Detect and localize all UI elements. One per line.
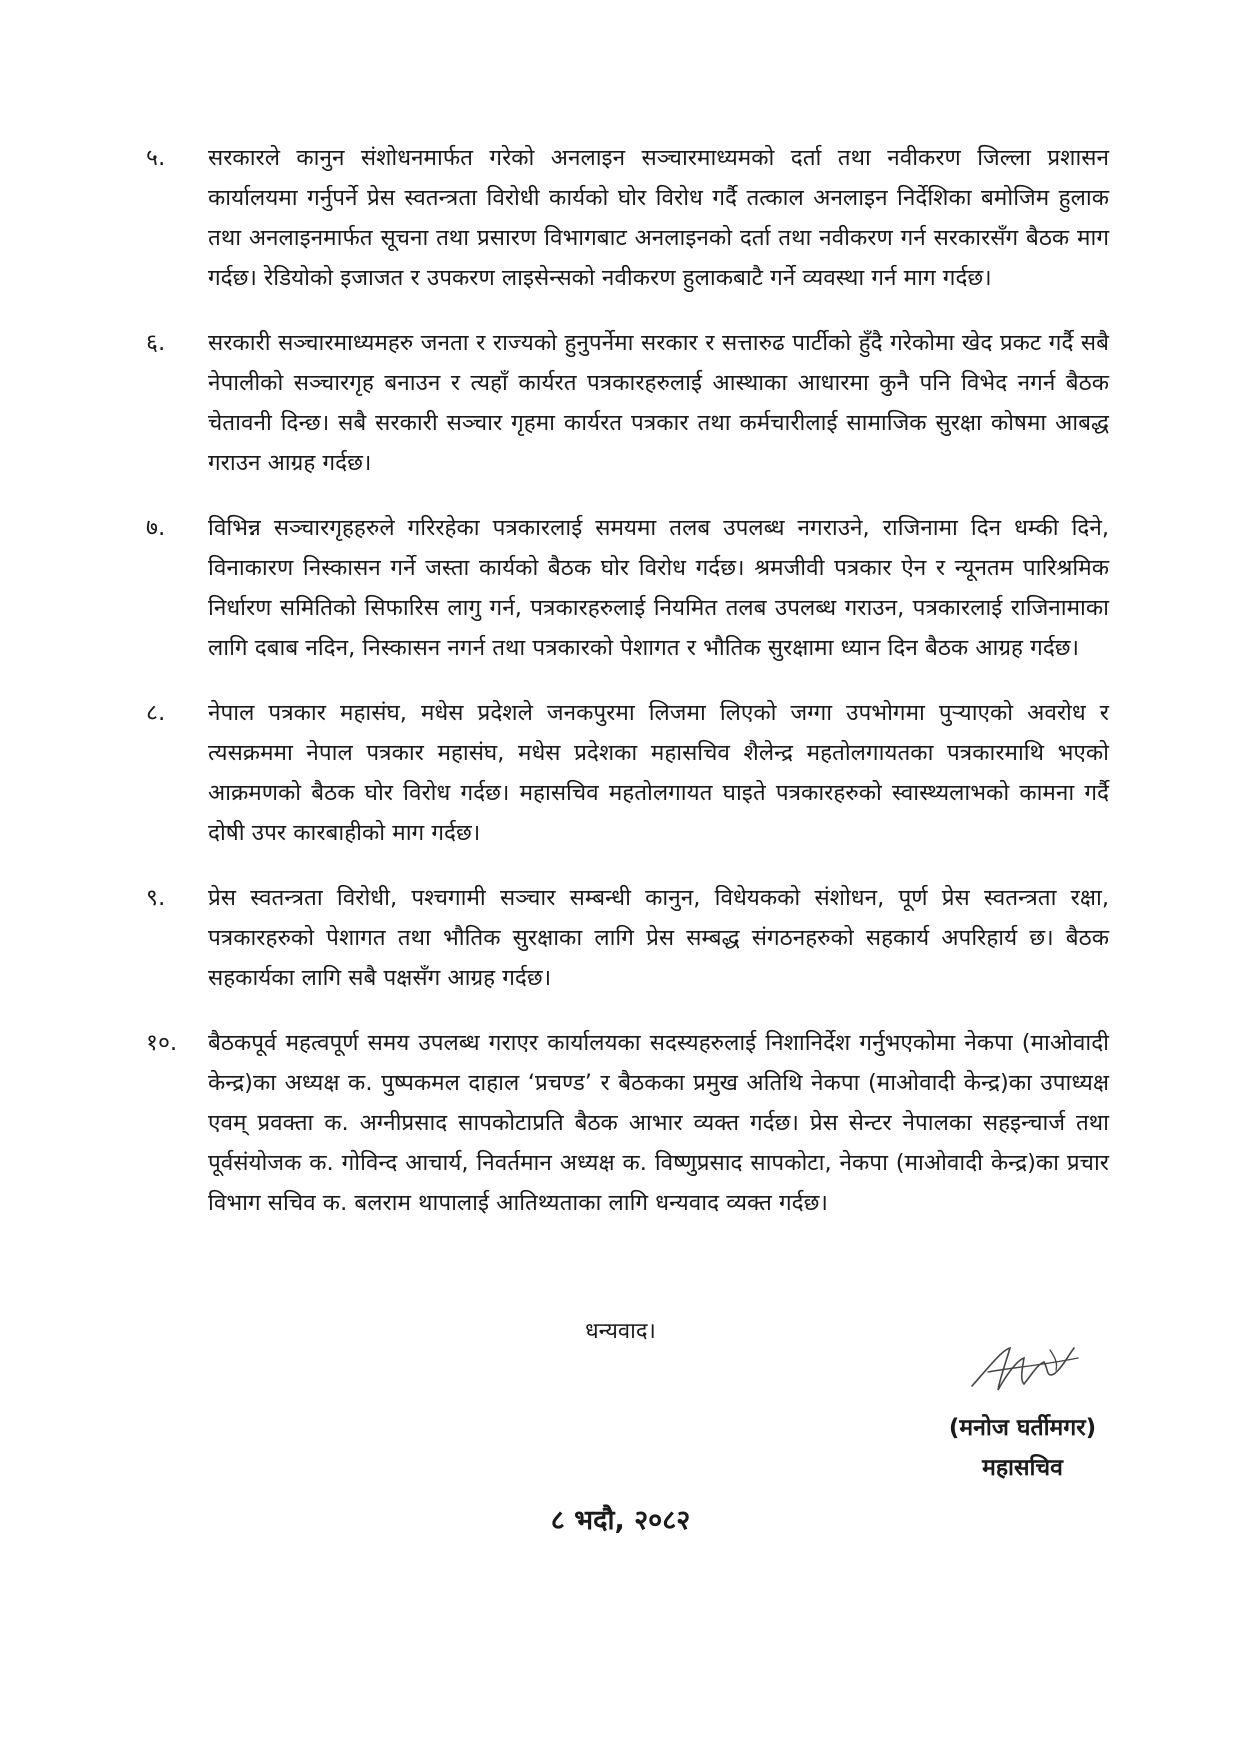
- item-number: ७.: [146, 515, 166, 541]
- item-text: बैठकपूर्व महत्वपूर्ण समय उपलब्ध गराएर कार्यालयका सदस्यहरुलाई निशानिर्देश गर्नुभएकोमा नेकपा (माओवादी केन्द्र)का अध्यक्ष क. पुष्पकमल दाहाल ‘प्रचण्ड’ र बैठकका प्रमुख अतिथि नेकपा (माओवादी केन्द्र)का उपाध्यक्ष एवम् प्रवक्ता क. अग्नीप्रसाद सापकोटाप्रति बैठक आभार व्यक्त गर्दछ। प्रेस सेन्टर नेपालका सहइन्चार्ज तथा पूर्वसंयोजक क. गोविन्द आचार्य, निवर्तमान अध्यक्ष क. विष्णुप्रसाद सापकोटा, नेकपा (माओवादी केन्द्र)का प्रचार विभाग सचिव क. बलराम थापालाई आतिथ्यताका लागि धन्यवाद व्यक्त गर्दछ।: [208, 1030, 1109, 1216]
- item-number: ५.: [146, 145, 166, 171]
- handwritten-signature: [958, 1328, 1088, 1408]
- item-number: ८.: [146, 700, 166, 726]
- signatory-name: (मनोज घर्तीमगर): [948, 1415, 1097, 1441]
- item-text: सरकारले कानुन संशोधनमार्फत गरेको अनलाइन सञ्चारमाध्यमको दर्ता तथा नवीकरण जिल्ला प्रशासन कार्यालयमा गर्नुपर्ने प्रेस स्वतन्त्रता विरोधी कार्यको घोर विरोध गर्दै तत्काल अनलाइन निर्देशिका बमोजिम हुलाक तथा अनलाइनमार्फत सूचना तथा प्रसारण विभागबाट अनलाइनको दर्ता तथा नवीकरण गर्न सरकारसँग बैठक माग गर्दछ। रेडियोको इजाजत र उपकरण लाइसेन्सको नवीकरण हुलाकबाटै गर्ने व्यवस्था गर्न माग गर्दछ।: [208, 145, 1109, 291]
- item-text: विभिन्न सञ्चारगृहहरुले गरिरहेका पत्रकारलाई समयमा तलब उपलब्ध नगराउने, राजिनामा दिन धम्की दिने, विनाकारण निस्कासन गर्ने जस्ता कार्यको बैठक घोर विरोध गर्दछ। श्रमजीवी पत्रकार ऐन र न्यूनतम पारिश्रमिक निर्धारण समितिको सिफारिस लागु गर्न, पत्रकारहरुलाई नियमित तलब उपलब्ध गराउन, पत्रकारलाई राजिनामाका लागि दबाब नदिन, निस्कासन नगर्न तथा पत्रकारको पेशागत र भौतिक सुरक्षामा ध्यान दिन बैठक आग्रह गर्दछ।: [208, 515, 1109, 661]
- item-text: प्रेस स्वतन्त्रता विरोधी, पश्चगामी सञ्चार सम्बन्धी कानुन, विधेयकको संशोधन, पूर्ण प्रेस स्वतन्त्रता रक्षा, पत्रकारहरुको पेशागत तथा भौतिक सुरक्षाका लागि प्रेस सम्बद्ध संगठनहरुको सहकार्य अपरिहार्य छ। बैठक सहकार्यका लागि सबै पक्षसँग आग्रह गर्दछ।: [208, 885, 1109, 991]
- closing-thanks: धन्यवाद।: [585, 1319, 656, 1344]
- item-number: ९.: [146, 885, 166, 911]
- item-number: ६.: [146, 330, 166, 356]
- list-item: [146, 878, 1109, 998]
- list-item: [146, 693, 1109, 853]
- document-date: ८ भदौ, २०८२: [550, 1505, 691, 1536]
- item-text: नेपाल पत्रकार महासंघ, मधेस प्रदेशले जनकपुरमा लिजमा लिएको जग्गा उपभोगमा पुऱ्याएको अवरोध र त्यसक्रममा नेपाल पत्रकार महासंघ, मधेस प्रदेशका महासचिव शैलेन्द्र महतोलगायतका पत्रकारमाथि भएको आक्रमणको बैठक घोर विरोध गर्दछ। महासचिव महतोलगायत घाइते पत्रकारहरुको स्वास्थ्यलाभको कामना गर्दै दोषी उपर कारबाहीको माग गर्दछ।: [208, 700, 1109, 846]
- list-item: [146, 323, 1109, 483]
- list-item: [146, 138, 1109, 298]
- signatory-title: महासचिव: [982, 1455, 1063, 1481]
- signature-block: [900, 1328, 1145, 1488]
- list-item: [146, 1023, 1109, 1223]
- list-item: [146, 508, 1109, 668]
- resolution-list: [146, 138, 1109, 1248]
- item-number: १०.: [146, 1030, 178, 1056]
- item-text: सरकारी सञ्चारमाध्यमहरु जनता र राज्यको हुनुपर्नेमा सरकार र सत्तारुढ पार्टीको हुँदै गरेकोमा खेद प्रकट गर्दै सबै नेपालीको सञ्चारगृह बनाउन र त्यहाँ कार्यरत पत्रकारहरुलाई आस्थाका आधारमा कुनै पनि विभेद नगर्न बैठक चेतावनी दिन्छ। सबै सरकारी सञ्चार गृहमा कार्यरत पत्रकार तथा कर्मचारीलाई सामाजिक सुरक्षा कोषमा आबद्ध गराउन आग्रह गर्दछ।: [208, 330, 1109, 476]
